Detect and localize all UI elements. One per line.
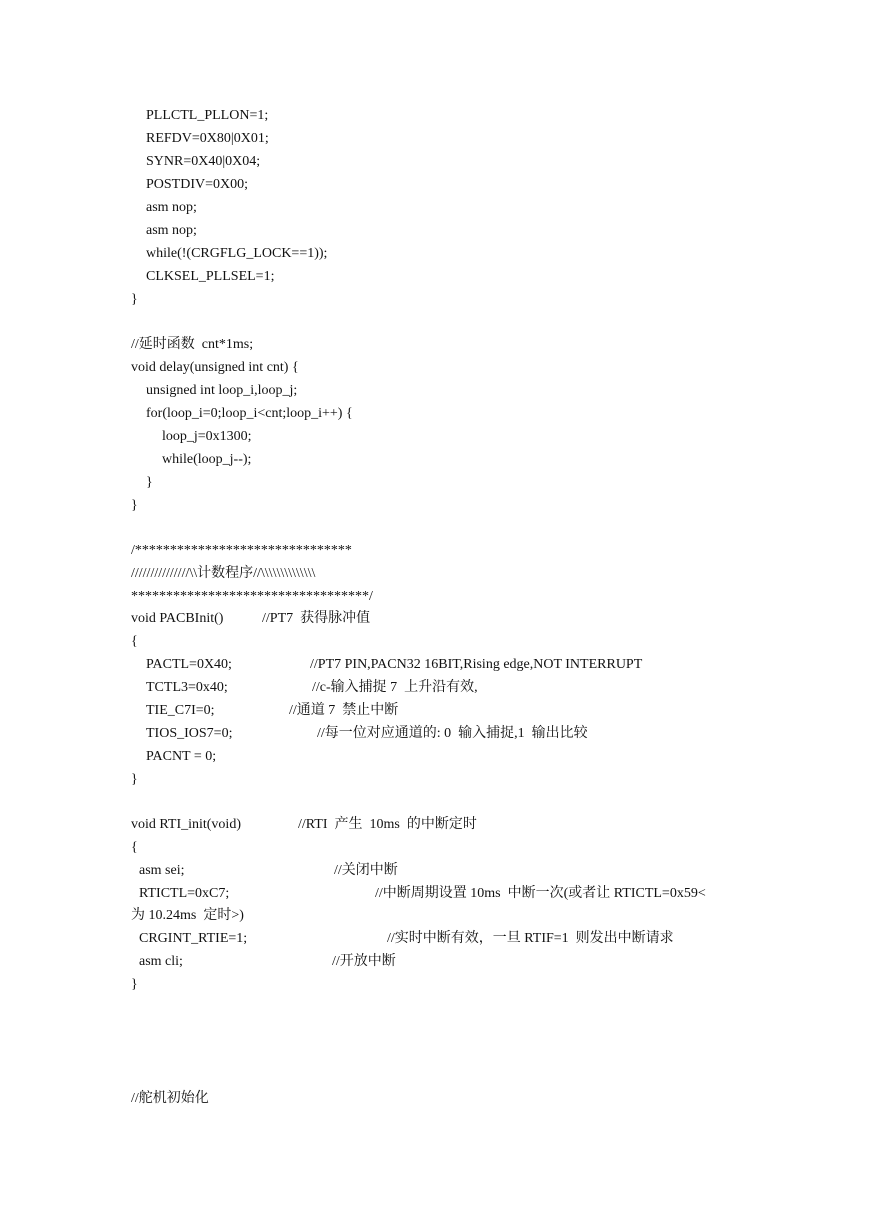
code-statement: void RTI_init(void): [131, 817, 241, 832]
code-statement: asm sei;: [139, 863, 185, 878]
code-line: {: [131, 840, 138, 855]
code-statement: TIOS_IOS7=0;: [146, 726, 233, 741]
code-line: unsigned int loop_i,loop_j;: [146, 383, 298, 398]
code-line: }: [131, 772, 138, 787]
code-statement: TCTL3=0x40;: [146, 680, 228, 695]
code-line: PACNT = 0;: [146, 749, 217, 764]
code-comment-line: 为 10.24ms 定时>): [131, 908, 244, 923]
code-comment: //关闭中断: [334, 863, 398, 878]
code-comment-line: //舵机初始化: [131, 1091, 209, 1106]
code-comment: //开放中断: [332, 954, 396, 969]
code-comment-line: **********************************/: [131, 589, 373, 604]
code-line: while(!(CRGFLG_LOCK==1));: [146, 246, 328, 261]
code-line: loop_j=0x1300;: [162, 429, 252, 444]
code-line: REFDV=0X80|0X01;: [146, 131, 269, 146]
code-comment: //RTI 产生 10ms 的中断定时: [298, 817, 477, 832]
code-line: }: [146, 475, 153, 490]
code-line: POSTDIV=0X00;: [146, 177, 249, 192]
code-line: [146, 725, 706, 797]
code-line: CLKSEL_PLLSEL=1;: [146, 269, 275, 284]
code-line: {: [131, 634, 138, 649]
code-line: [139, 953, 739, 1025]
code-comment: //实时中断有效，一旦 RTIF=1 则发出中断请求: [387, 931, 674, 946]
code-line: while(loop_j--);: [162, 452, 252, 467]
code-line: SYNR=0X40|0X04;: [146, 154, 261, 169]
code-comment-line: /*******************************: [131, 543, 352, 558]
code-line: }: [131, 977, 138, 992]
code-statement: TIE_C7I=0;: [146, 703, 215, 718]
code-comment: //中断周期设置 10ms 中断一次(或者让 RTICTL=0x59<: [375, 886, 706, 901]
code-statement: CRGINT_RTIE=1;: [139, 931, 248, 946]
code-comment: //PT7 PIN,PACN32 16BIT,Rising edge,NOT INTERRUPT: [310, 657, 643, 672]
code-line: for(loop_i=0;loop_i<cnt;loop_i++) {: [146, 406, 353, 421]
code-line: asm nop;: [146, 200, 197, 215]
code-statement: RTICTL=0xC7;: [139, 886, 230, 901]
code-comment: //每一位对应通道的: 0 输入捕捉,1 输出比较: [317, 726, 588, 741]
code-line: void delay(unsigned int cnt) {: [131, 360, 299, 375]
code-comment: //通道 7 禁止中断: [289, 703, 399, 718]
code-comment-line: //延时函数 cnt*1ms;: [131, 337, 254, 352]
code-line: PLLCTL_PLLON=1;: [146, 108, 269, 123]
code-statement: void PACBInit(): [131, 611, 224, 626]
code-line: asm nop;: [146, 223, 197, 238]
code-line: }: [131, 498, 138, 513]
code-statement: asm cli;: [139, 954, 183, 969]
code-comment: //c-输入捕捉 7 上升沿有效,: [312, 680, 478, 695]
code-statement: PACTL=0X40;: [146, 657, 232, 672]
code-line: }: [131, 292, 138, 307]
code-comment-line: ///////////////\\计数程序//\\\\\\\\\\\\\\: [131, 566, 316, 581]
code-comment: //PT7 获得脉冲值: [262, 611, 371, 626]
